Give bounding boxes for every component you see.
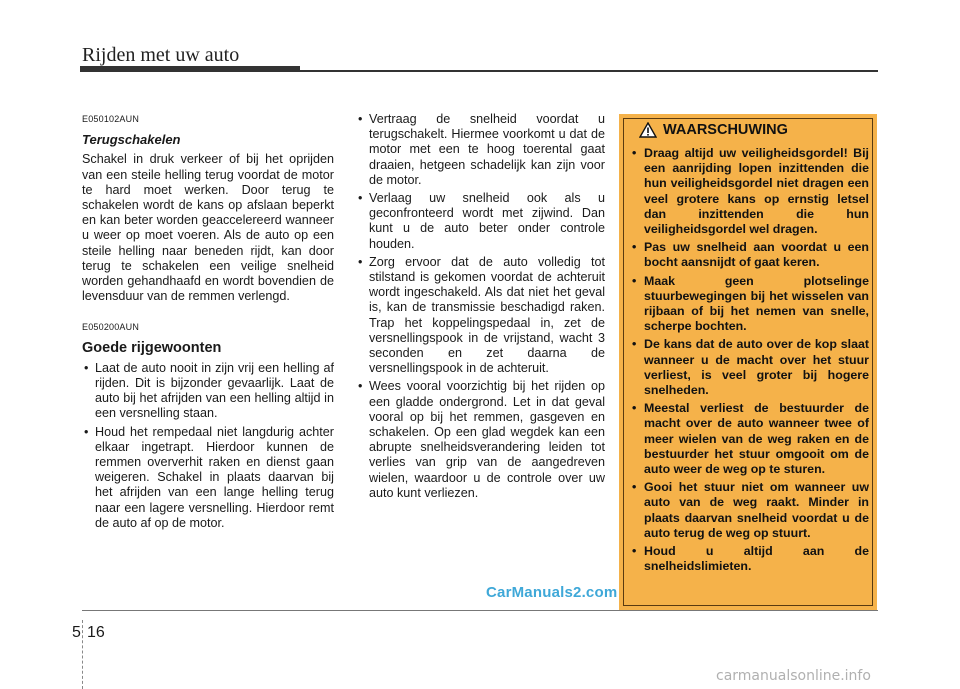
subsection-title: Terugschakelen <box>82 132 181 148</box>
list-item: • Gooi het stuur niet om wanneer uw auto van de weg raakt. Minder in plaats daarvan snelheid voordat u de auto terug de weg op stuurt. <box>631 480 869 541</box>
list-item: • Houd u altijd aan de snelheidslimieten. <box>631 544 869 574</box>
footer-rule <box>82 610 878 611</box>
section-code: E050200AUN <box>82 322 140 333</box>
header-rule <box>300 70 878 72</box>
warning-triangle-icon <box>639 122 657 138</box>
list-item: • Zorg ervoor dat de auto volledig tot stilstand is gekomen voordat de achteruit wordt ingeschakeld. Als dat niet het geval is, kan de transmissie beschadigd raken. Trap het koppelingspedaal in, zet de versnellingspook in de vrijstand, wacht 3 seconden en zet daarna de versnellingspook in de achteruit. <box>356 255 605 377</box>
body-paragraph: Schakel in druk verkeer of bij het oprijden van een steile helling terug voordat de motor te hard moet werken. Door terug te schakelen wordt de kans op afslaan beperkt en kan beter worden geaccelereerd wanneer u weer op moet voeren. Als de auto op een steile helling naar beneden rijdt, kan door terug te schakelen een veilige snelheid worden gehandhaafd en wordt bovendien de levensduur van de remmen verlengd. <box>82 152 334 304</box>
list-item: • Vertraag de snelheid voordat u terugschakelt. Hiermee voorkomt u dat de motor met een te hoog toerental gaat draaien, hetgeen schadelijk kan zijn voor de motor. <box>356 112 605 188</box>
header-bar-thick <box>80 66 300 72</box>
bullet-list <box>356 112 605 501</box>
list-item: • Maak geen plotselinge stuurbewegingen bij het wisselen van rijbaan of bij het nemen van snelle, scherpe bochten. <box>631 274 869 335</box>
list-item: • Draag altijd uw veiligheidsgordel! Bij een aanrijding lopen inzittenden die hun veiligheidsgordel niet dragen een veel grotere kans op ernstig letsel dan inzittenden die hun veiligheidsgordel wel dragen. <box>631 146 869 237</box>
middle-column <box>356 112 605 504</box>
section-number: 5 <box>72 624 81 641</box>
page-number: 16 <box>87 624 105 641</box>
warning-list <box>631 146 869 577</box>
footer-watermark: carmanualsonline.info <box>716 668 871 684</box>
list-item: • Houd het rempedaal niet langdurig achter elkaar ingetrapt. Hierdoor kunnen de remmen oververhit raken en dienst gaan weigeren. Schakel in plaats daarvan bij het afrijden van een lange helling terug naar een lagere versnelling. Hierdoor remt de auto af op de motor. <box>82 425 334 531</box>
list-item: • Verlaag uw snelheid ook als u geconfronteerd wordt met zijwind. Dan kunt u de auto beter onder controle houden. <box>356 191 605 252</box>
footer-divider <box>82 620 83 689</box>
warning-box <box>619 114 877 610</box>
list-item: • Meestal verliest de bestuurder de macht over de auto wanneer twee of meer wielen van de weg raken en de bestuurder het stuur omgooit om de auto weer de weg op te sturen. <box>631 401 869 477</box>
warning-header <box>639 122 788 138</box>
list-item: • De kans dat de auto over de kop slaat wanneer u de macht over het stuur verliest, is veel groter bij hogere snelheden. <box>631 337 869 398</box>
page-header-title: Rijden met uw auto <box>82 44 240 66</box>
left-column <box>82 112 334 534</box>
list-item: • Wees vooral voorzichtig bij het rijden op een gladde ondergrond. Let in dat geval vooral op bij het remmen, gasgeven en schakelen. Op een glad wegdek kan een abrupte snelheidsverandering leiden tot verlies van grip van de aangedreven wielen, waardoor u de controle over uw auto kunt verliezen. <box>356 379 605 501</box>
list-item: • Laat de auto nooit in zijn vrij een helling af rijden. Dit is bijzonder gevaarlijk. Laat de auto bij het afrijden van een helling altijd in een versnelling staan. <box>82 361 334 422</box>
bullet-list <box>82 361 334 531</box>
section-code: E050102AUN <box>82 114 140 124</box>
section-title: Goede rijgewoonten <box>82 339 222 356</box>
watermark-link[interactable]: CarManuals2.com <box>486 584 618 601</box>
warning-title: WAARSCHUWING <box>663 122 788 138</box>
list-item: • Pas uw snelheid aan voordat u een bocht aansnijdt of gaat keren. <box>631 240 869 270</box>
